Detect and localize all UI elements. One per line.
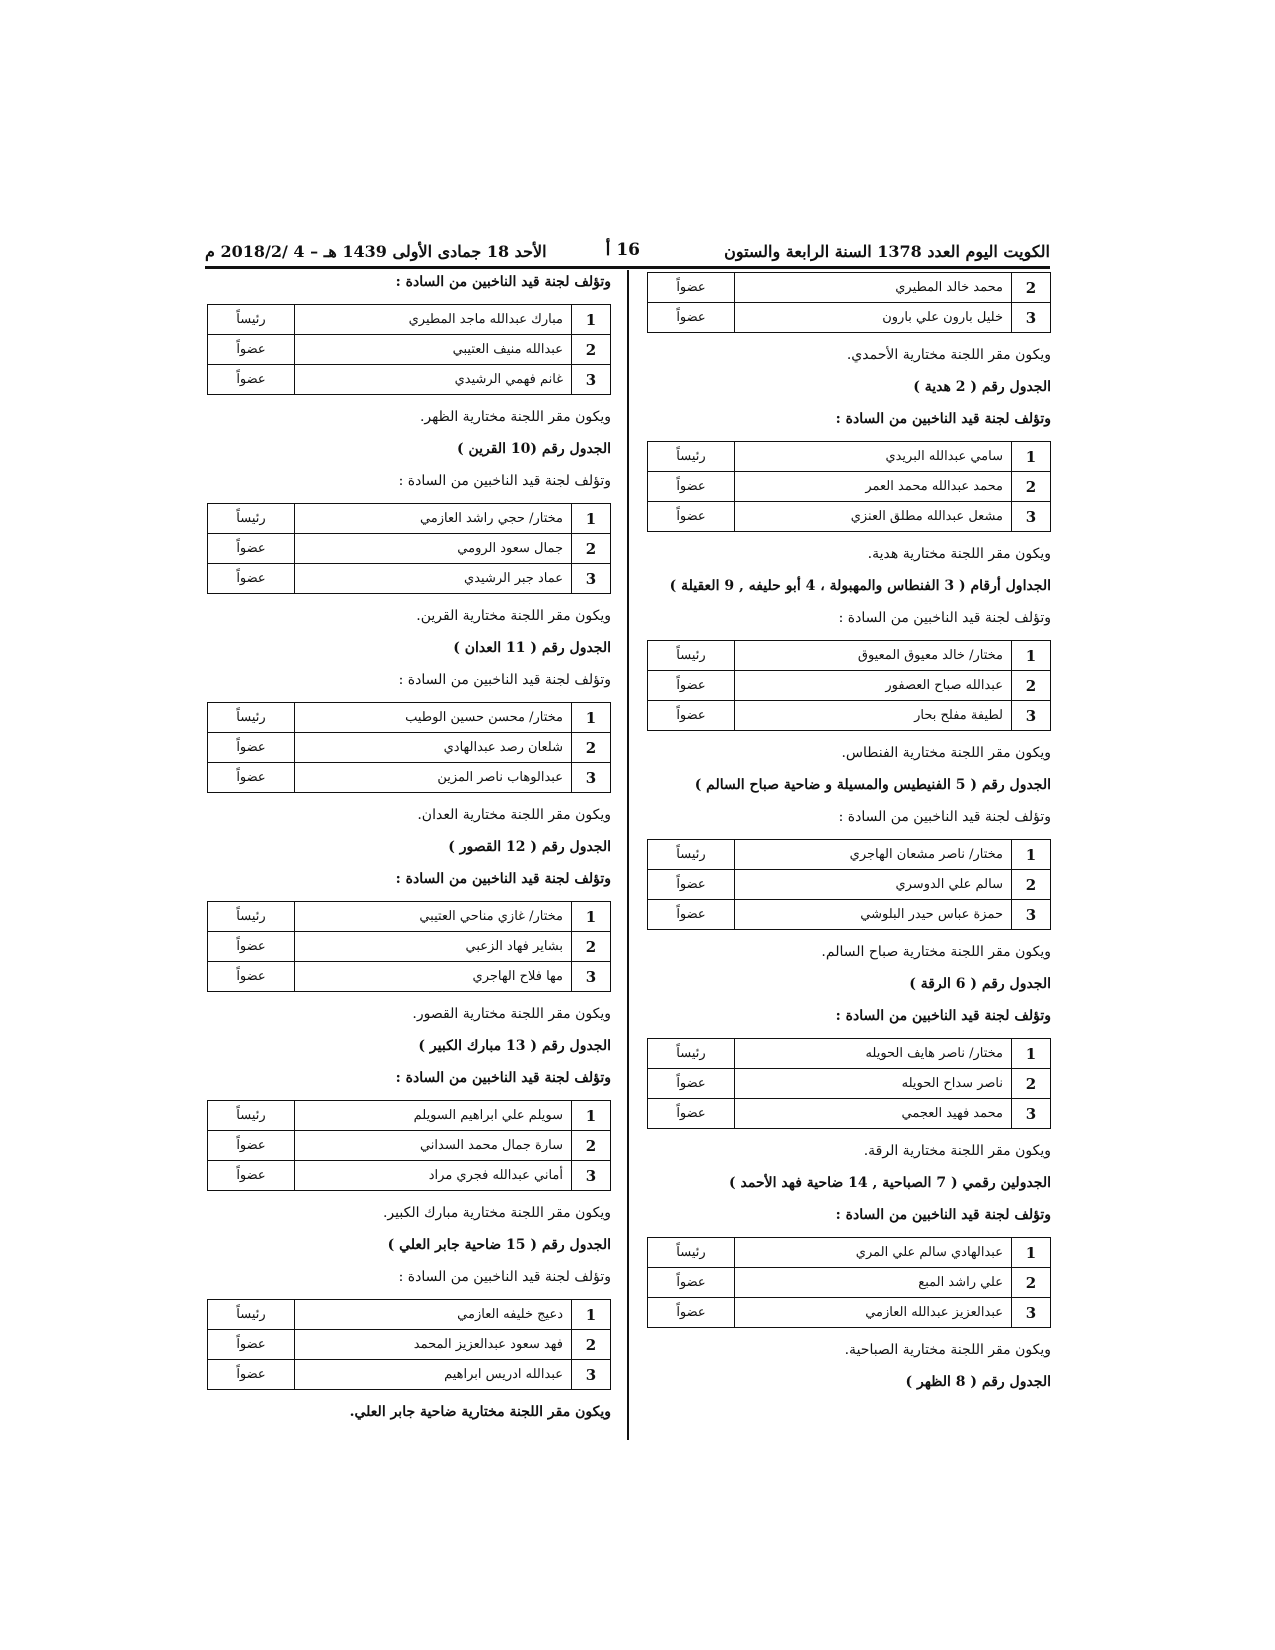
table-row (208, 902, 611, 932)
paragraph-text: ويكون مقر اللجنة مختارية العدان. (417, 807, 611, 823)
table-row (208, 932, 611, 962)
row-number: 3 (1012, 900, 1051, 930)
section-heading: وتؤلف لجنة قيد الناخبين من السادة : (835, 411, 1051, 427)
header-publication: الكويت اليوم العدد 1378 السنة الرابعة والستون (724, 242, 1050, 261)
member-name: سارة جمال محمد السداني (295, 1131, 572, 1161)
row-number: 3 (572, 962, 611, 992)
paragraph-text: ويكون مقر اللجنة مختارية الصباحية. (844, 1342, 1051, 1358)
row-number: 2 (572, 335, 611, 365)
table-row (648, 701, 1051, 731)
committee-table (207, 702, 611, 793)
row-number: 3 (572, 763, 611, 793)
paragraph-text: ويكون مقر اللجنة مختارية القرين. (416, 608, 611, 624)
member-name: أماني عبدالله فجري مراد (295, 1161, 572, 1191)
member-name: سويلم علي ابراهيم السويلم (295, 1101, 572, 1131)
table-row (648, 870, 1051, 900)
section-heading: وتؤلف لجنة قيد الناخبين من السادة : (395, 274, 611, 290)
table-row (648, 303, 1051, 333)
row-number: 3 (1012, 303, 1051, 333)
row-number: 2 (1012, 273, 1051, 303)
section-heading: الجدول رقم ( 2 هدية ) (913, 379, 1051, 395)
member-role: عضواً (208, 1330, 295, 1360)
table-row (648, 840, 1051, 870)
section-heading: وتؤلف لجنة قيد الناخبين من السادة : (395, 871, 611, 887)
row-number: 3 (1012, 1298, 1051, 1328)
row-number: 2 (572, 534, 611, 564)
section-heading: الجدول رقم ( 5 الفنيطيس والمسيلة و ضاحية صباح السالم ) (694, 777, 1051, 793)
member-name: لطيفة مفلح بحار (735, 701, 1012, 731)
section-heading: وتؤلف لجنة قيد الناخبين من السادة : (395, 1070, 611, 1086)
table-row (208, 1101, 611, 1131)
column-divider (627, 270, 629, 1440)
committee-table (647, 441, 1051, 532)
member-role: عضواً (648, 870, 735, 900)
table-row (208, 763, 611, 793)
section-heading: الجدول رقم ( 8 الظهر ) (905, 1374, 1051, 1390)
member-name: غانم فهمي الرشيدي (295, 365, 572, 395)
paragraph-text: وتؤلف لجنة قيد الناخبين من السادة : (838, 610, 1051, 626)
row-number: 2 (1012, 1069, 1051, 1099)
member-role: عضواً (648, 1268, 735, 1298)
row-number: 1 (572, 1300, 611, 1330)
committee-table (207, 901, 611, 992)
table-row (208, 305, 611, 335)
row-number: 1 (1012, 840, 1051, 870)
section-heading: الجدول رقم ( 13 مبارك الكبير ) (418, 1038, 611, 1054)
table-row (208, 1330, 611, 1360)
paragraph-text: وتؤلف لجنة قيد الناخبين من السادة : (398, 672, 611, 688)
member-role: عضواً (648, 273, 735, 303)
header-rule (205, 266, 1050, 269)
paragraph-text: وتؤلف لجنة قيد الناخبين من السادة : (398, 1269, 611, 1285)
table-row (648, 1298, 1051, 1328)
member-name: محمد فهيد العجمي (735, 1099, 1012, 1129)
member-name: عبدالله ادريس ابراهيم (295, 1360, 572, 1390)
member-role: عضواً (648, 1069, 735, 1099)
row-number: 1 (572, 1101, 611, 1131)
member-name: جمال سعود الرومي (295, 534, 572, 564)
member-role: عضواً (208, 365, 295, 395)
section-heading: الجدول رقم ( 12 القصور ) (448, 839, 611, 855)
paragraph-text: ويكون مقر اللجنة مختارية هدية. (867, 546, 1051, 562)
section-heading: الجدول رقم ( 15 ضاحية جابر العلي ) (387, 1237, 611, 1253)
row-number: 1 (1012, 442, 1051, 472)
committee-table (647, 1237, 1051, 1328)
member-role: عضواً (208, 1131, 295, 1161)
table-row (208, 534, 611, 564)
member-name: عبدالله صباح العصفور (735, 671, 1012, 701)
member-role: عضواً (208, 763, 295, 793)
member-name: سامي عبدالله البريدي (735, 442, 1012, 472)
member-role: عضواً (208, 932, 295, 962)
table-row (648, 1039, 1051, 1069)
table-row (648, 502, 1051, 532)
member-name: عبدالهادي سالم علي المري (735, 1238, 1012, 1268)
row-number: 1 (1012, 641, 1051, 671)
table-row (208, 1161, 611, 1191)
section-heading: الجدولين رقمي ( 7 الصباحية , 14 ضاحية فهد الأحمد ) (729, 1175, 1051, 1191)
member-name: محمد عبدالله محمد العمر (735, 472, 1012, 502)
paragraph-text: وتؤلف لجنة قيد الناخبين من السادة : (398, 473, 611, 489)
right-column (647, 272, 1051, 1404)
table-row (648, 900, 1051, 930)
member-role: رئيساً (648, 1039, 735, 1069)
member-role: عضواً (648, 472, 735, 502)
member-name: مها فلاح الهاجري (295, 962, 572, 992)
member-role: رئيساً (648, 442, 735, 472)
table-row (648, 1268, 1051, 1298)
left-column (207, 272, 611, 1434)
section-heading: الجدول رقم (10 القرين ) (457, 441, 611, 457)
member-name: مبارك عبدالله ماجد المطيري (295, 305, 572, 335)
table-row (208, 504, 611, 534)
table-row (208, 703, 611, 733)
section-heading: ويكون مقر اللجنة مختارية ضاحية جابر العلي. (349, 1404, 611, 1420)
row-number: 1 (572, 703, 611, 733)
section-heading: الجدول رقم ( 6 الرقة ) (909, 976, 1051, 992)
member-name: سالم علي الدوسري (735, 870, 1012, 900)
header-date: الأحد 18 جمادى الأولى 1439 هـ – 4 /2018/2 م (205, 242, 547, 261)
committee-table (207, 503, 611, 594)
table-row (208, 733, 611, 763)
member-name: بشاير فهاد الزعبي (295, 932, 572, 962)
member-role: رئيساً (208, 305, 295, 335)
row-number: 3 (572, 564, 611, 594)
committee-table (207, 1299, 611, 1390)
table-row (208, 962, 611, 992)
section-heading: الجداول أرقام ( 3 الفنطاس والمهبولة ، 4 أبو حليفه , 9 العقيلة ) (669, 578, 1051, 594)
member-role: عضواً (648, 1298, 735, 1328)
table-row (648, 442, 1051, 472)
paragraph-text: ويكون مقر اللجنة مختارية الفنطاس. (841, 745, 1051, 761)
page-header (205, 238, 1050, 266)
paragraph-text: ويكون مقر اللجنة مختارية القصور. (412, 1006, 611, 1022)
member-role: رئيساً (208, 1300, 295, 1330)
paragraph-text: ويكون مقر اللجنة مختارية الظهر. (419, 409, 611, 425)
section-heading: الجدول رقم ( 11 العدان ) (453, 640, 611, 656)
row-number: 3 (1012, 701, 1051, 731)
row-number: 3 (1012, 1099, 1051, 1129)
row-number: 1 (572, 305, 611, 335)
table-row (208, 1131, 611, 1161)
table-row (648, 1099, 1051, 1129)
section-heading: وتؤلف لجنة قيد الناخبين من السادة : (835, 1008, 1051, 1024)
member-name: شلعان رصد عبدالهادي (295, 733, 572, 763)
member-name: مختار/ محسن حسين الوطيب (295, 703, 572, 733)
row-number: 3 (1012, 502, 1051, 532)
member-name: علي راشد المبع (735, 1268, 1012, 1298)
committee-table (207, 304, 611, 395)
table-row (648, 671, 1051, 701)
committee-table (647, 1038, 1051, 1129)
committee-table (207, 1100, 611, 1191)
section-heading: وتؤلف لجنة قيد الناخبين من السادة : (835, 1207, 1051, 1223)
member-role: عضواً (208, 335, 295, 365)
member-role: عضواً (208, 564, 295, 594)
member-name: محمد خالد المطيري (735, 273, 1012, 303)
member-name: مختار/ ناصر مشعان الهاجري (735, 840, 1012, 870)
member-name: مختار/ غازي مناحي العتيبي (295, 902, 572, 932)
row-number: 3 (572, 1360, 611, 1390)
member-name: عبدالوهاب ناصر المزين (295, 763, 572, 793)
member-name: ناصر سداح الحويله (735, 1069, 1012, 1099)
row-number: 2 (572, 1330, 611, 1360)
row-number: 3 (572, 1161, 611, 1191)
member-role: عضواً (208, 962, 295, 992)
member-role: عضواً (648, 701, 735, 731)
member-name: مختار/ خالد معيوق المعيوق (735, 641, 1012, 671)
committee-table (647, 839, 1051, 930)
paragraph-text: ويكون مقر اللجنة مختارية صباح السالم. (821, 944, 1051, 960)
paragraph-text: وتؤلف لجنة قيد الناخبين من السادة : (838, 809, 1051, 825)
table-row (648, 641, 1051, 671)
member-name: عماد جبر الرشيدي (295, 564, 572, 594)
table-row (648, 273, 1051, 303)
row-number: 2 (1012, 472, 1051, 502)
member-role: رئيساً (648, 1238, 735, 1268)
member-role: عضواً (208, 534, 295, 564)
paragraph-text: ويكون مقر اللجنة مختارية الرقة. (863, 1143, 1051, 1159)
table-row (648, 1238, 1051, 1268)
table-row (648, 1069, 1051, 1099)
member-role: عضواً (648, 1099, 735, 1129)
member-role: رئيساً (648, 840, 735, 870)
member-role: عضواً (208, 1161, 295, 1191)
member-role: عضواً (648, 671, 735, 701)
member-name: فهد سعود عبدالعزيز المحمد (295, 1330, 572, 1360)
member-name: مشعل عبدالله مطلق العنزي (735, 502, 1012, 532)
row-number: 3 (572, 365, 611, 395)
row-number: 2 (572, 1131, 611, 1161)
member-role: عضواً (208, 1360, 295, 1390)
table-row (208, 1300, 611, 1330)
table-row (208, 1360, 611, 1390)
member-role: رئيساً (208, 703, 295, 733)
member-name: مختار/ حجي راشد العازمي (295, 504, 572, 534)
committee-table (647, 640, 1051, 731)
row-number: 2 (1012, 1268, 1051, 1298)
member-role: عضواً (648, 502, 735, 532)
table-row (208, 335, 611, 365)
member-role: عضواً (648, 303, 735, 333)
member-role: رئيساً (208, 504, 295, 534)
table-row (208, 564, 611, 594)
row-number: 2 (572, 932, 611, 962)
member-name: عبدالعزيز عبدالله العازمي (735, 1298, 1012, 1328)
paragraph-text: ويكون مقر اللجنة مختارية مبارك الكبير. (382, 1205, 611, 1221)
member-role: رئيساً (208, 902, 295, 932)
committee-table (647, 272, 1051, 333)
member-role: عضواً (208, 733, 295, 763)
member-role: رئيساً (648, 641, 735, 671)
member-role: رئيساً (208, 1101, 295, 1131)
member-name: حمزة عباس حيدر البلوشي (735, 900, 1012, 930)
row-number: 1 (572, 902, 611, 932)
member-name: دعيج خليفه العازمي (295, 1300, 572, 1330)
row-number: 1 (572, 504, 611, 534)
header-page-number: 16 أ (605, 240, 640, 260)
paragraph-text: ويكون مقر اللجنة مختارية الأحمدي. (846, 347, 1051, 363)
member-name: عبدالله منيف العتيبي (295, 335, 572, 365)
row-number: 1 (1012, 1238, 1051, 1268)
row-number: 2 (1012, 870, 1051, 900)
row-number: 2 (572, 733, 611, 763)
row-number: 2 (1012, 671, 1051, 701)
member-role: عضواً (648, 900, 735, 930)
member-name: مختار/ ناصر هايف الحويله (735, 1039, 1012, 1069)
table-row (208, 365, 611, 395)
member-name: خليل بارون علي بارون (735, 303, 1012, 333)
table-row (648, 472, 1051, 502)
row-number: 1 (1012, 1039, 1051, 1069)
